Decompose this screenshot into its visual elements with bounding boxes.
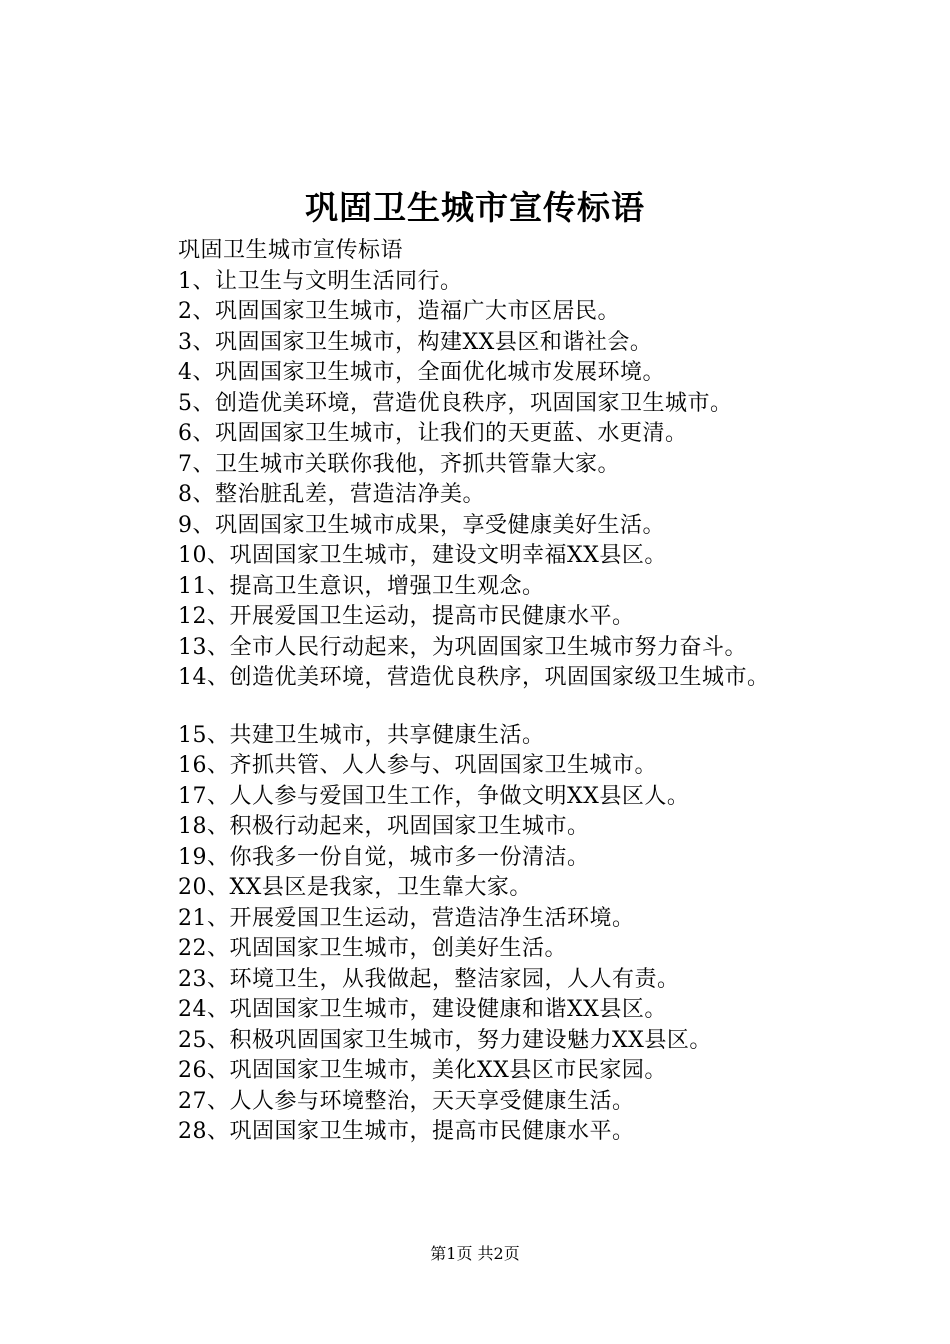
slogan-item: 23、环境卫生，从我做起，整洁家园，人人有责。 xyxy=(178,966,680,992)
slogan-item: 3、巩固国家卫生城市，构建XX县区和谐社会。 xyxy=(178,329,653,355)
slogan-item: 10、巩固国家卫生城市，建设文明幸福XX县区。 xyxy=(178,543,667,568)
slogan-item: 5、创造优美环境，营造优良秩序，巩固国家卫生城市。 xyxy=(178,390,733,416)
slogan-item: 11、提高卫生意识，增强卫生观念。 xyxy=(178,573,545,599)
slogan-item: 20、XX县区是我家，卫生靠大家。 xyxy=(178,875,532,900)
slogan-item: 17、人人参与爱国卫生工作，争做文明XX县区人。 xyxy=(178,783,690,809)
page-title: 巩固卫生城市宣传标语 xyxy=(305,188,645,227)
slogan-item: 9、巩固国家卫生城市成果，享受健康美好生活。 xyxy=(178,512,665,538)
slogan-item: 13、全市人民行动起来，为巩固国家卫生城市努力奋斗。 xyxy=(178,634,747,660)
document-subtitle: 巩固卫生城市宣传标语 xyxy=(178,238,404,263)
slogan-item: 4、巩固国家卫生城市，全面优化城市发展环境。 xyxy=(178,360,665,385)
slogan-item: 15、共建卫生城市，共享健康生活。 xyxy=(178,722,545,748)
slogan-item: 7、卫生城市关联你我他，齐抓共管靠大家。 xyxy=(178,451,620,477)
slogan-item: 27、人人参与环境整治，天天享受健康生活。 xyxy=(178,1088,635,1114)
slogan-item: 25、积极巩固国家卫生城市，努力建设魅力XX县区。 xyxy=(178,1027,712,1053)
slogan-item: 24、巩固国家卫生城市，建设健康和谐XX县区。 xyxy=(178,997,667,1022)
slogan-item: 6、巩固国家卫生城市，让我们的天更蓝、水更清。 xyxy=(178,421,688,446)
slogan-item: 26、巩固国家卫生城市，美化XX县区市民家园。 xyxy=(178,1058,667,1083)
slogan-item: 12、开展爱国卫生运动，提高市民健康水平。 xyxy=(178,604,635,629)
page-footer: 第1页 共2页 xyxy=(430,1244,520,1263)
slogan-item: 21、开展爱国卫生运动，营造洁净生活环境。 xyxy=(178,905,635,931)
slogan-item: 19、你我多一份自觉，城市多一份清洁。 xyxy=(178,844,590,870)
slogan-item: 16、齐抓共管、人人参与、巩固国家卫生城市。 xyxy=(178,753,657,778)
paragraph-gap xyxy=(178,694,938,721)
slogan-item: 18、积极行动起来，巩固国家卫生城市。 xyxy=(178,814,590,839)
slogan-item: 2、巩固国家卫生城市，造福广大市区居民。 xyxy=(178,299,620,324)
slogan-item: 14、创造优美环境，营造优良秩序，巩固国家级卫生城市。 xyxy=(178,665,770,690)
slogan-item: 8、整治脏乱差，营造洁净美。 xyxy=(178,482,485,507)
slogan-item: 1、让卫生与文明生活同行。 xyxy=(178,268,463,294)
slogan-item: 28、巩固国家卫生城市，提高市民健康水平。 xyxy=(178,1119,635,1144)
document-body xyxy=(178,236,938,1148)
slogan-item: 22、巩固国家卫生城市，创美好生活。 xyxy=(178,936,567,961)
